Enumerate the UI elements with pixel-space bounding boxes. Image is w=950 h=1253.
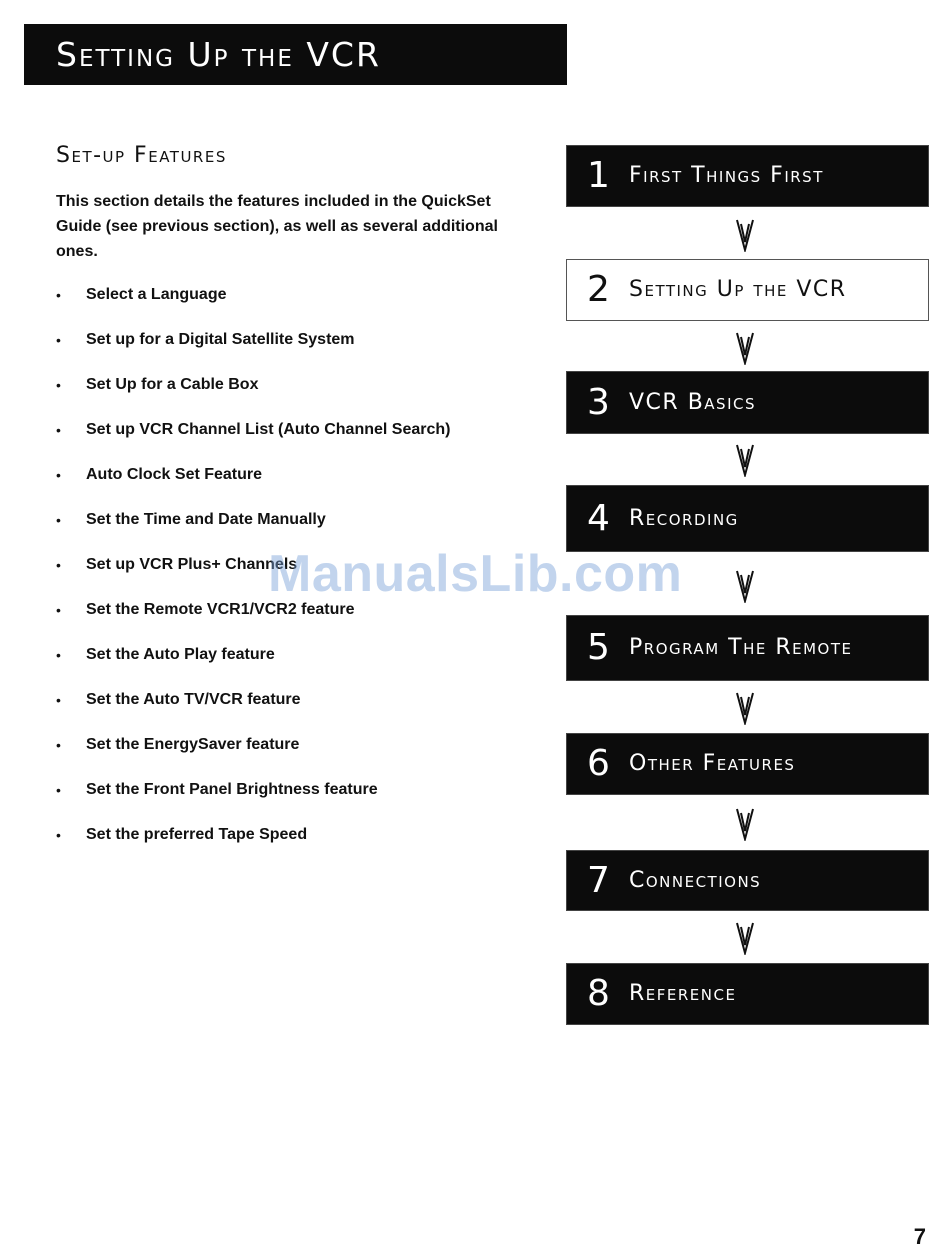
bullet-icon: •: [56, 512, 61, 528]
list-item-label: Set the Front Panel Brightness feature: [86, 781, 378, 798]
bullet-icon: •: [56, 827, 61, 843]
list-item-label: Set up VCR Plus+ Channels: [86, 556, 298, 573]
list-item-label: Set up for a Digital Satellite System: [86, 331, 355, 348]
chapter-number: 5: [587, 627, 610, 668]
list-item: [56, 643, 496, 667]
list-item: [56, 598, 496, 622]
section-intro: This section details the features included in the QuickSet Guide (see previous section), as well as several additional ones.: [56, 193, 498, 260]
bullet-icon: •: [56, 332, 61, 348]
chapter-number: 2: [587, 269, 610, 310]
chapter-label: Other Features: [629, 751, 796, 776]
chevron-down-icon: [736, 921, 754, 955]
bullet-icon: •: [56, 782, 61, 798]
chapter-label: Program The Remote: [629, 635, 853, 660]
bullet-icon: •: [56, 647, 61, 663]
list-item: [56, 463, 496, 487]
chapter-6-box[interactable]: [566, 733, 929, 795]
chevron-down-icon: [736, 569, 754, 603]
chapter-label: Connections: [629, 867, 762, 893]
bullet-icon: •: [56, 467, 61, 483]
chapter-3-box[interactable]: [566, 371, 929, 434]
bullet-icon: •: [56, 602, 61, 618]
list-item-label: Select a Language: [86, 286, 227, 303]
chapter-number: 4: [587, 497, 610, 539]
chapter-8-box[interactable]: [566, 963, 929, 1025]
list-item-label: Set the Time and Date Manually: [86, 511, 326, 528]
chapter-label: Setting Up the VCR: [629, 277, 847, 302]
list-item: [56, 688, 496, 712]
chapter-4-box[interactable]: [566, 485, 929, 552]
chapter-number: 8: [587, 973, 610, 1014]
page-title: Setting Up the VCR: [56, 35, 381, 74]
list-item: [56, 823, 496, 847]
chapter-number: 7: [587, 859, 610, 901]
bullet-icon: •: [56, 692, 61, 708]
watermark: ManualsLib.com: [268, 545, 683, 603]
chapter-label: VCR Basics: [629, 389, 756, 415]
list-item: [56, 328, 496, 352]
chevron-down-icon: [736, 443, 754, 477]
list-item-label: Set the Auto Play feature: [86, 646, 275, 663]
list-item-label: Set the Remote VCR1/VCR2 feature: [86, 601, 355, 618]
chapter-5-box[interactable]: [566, 615, 929, 681]
chevron-down-icon: [736, 331, 754, 365]
bullet-icon: •: [56, 422, 61, 438]
chapter-1-box[interactable]: [566, 145, 929, 207]
feature-list: [56, 283, 496, 868]
list-item-label: Set the EnergySaver feature: [86, 736, 300, 753]
list-item-label: Set the preferred Tape Speed: [86, 826, 308, 843]
list-item-label: Set up VCR Channel List (Auto Channel Search): [86, 421, 451, 438]
list-item-label: Auto Clock Set Feature: [86, 466, 263, 483]
bullet-icon: •: [56, 377, 61, 393]
list-item: [56, 283, 496, 307]
chevron-down-icon: [736, 691, 754, 725]
chapter-7-box[interactable]: [566, 850, 929, 911]
bullet-icon: •: [56, 287, 61, 303]
list-item: [56, 373, 496, 397]
list-item-label: Set the Auto TV/VCR feature: [86, 691, 301, 708]
bullet-icon: •: [56, 737, 61, 753]
list-item: [56, 418, 496, 442]
list-item: [56, 778, 496, 802]
page-number: 7: [913, 1224, 926, 1249]
list-item: [56, 733, 496, 757]
list-item-label: Set Up for a Cable Box: [86, 376, 259, 393]
chevron-down-icon: [736, 807, 754, 841]
chapter-label: Reference: [629, 981, 737, 1006]
chapter-label: Recording: [629, 505, 739, 531]
section-heading: Set-up Features: [56, 143, 227, 168]
chevron-down-icon: [736, 218, 754, 252]
chapter-label: First Things First: [629, 163, 824, 188]
list-item: [56, 553, 496, 577]
chapter-2-box[interactable]: [566, 259, 929, 321]
chapter-number: 1: [587, 155, 610, 196]
bullet-icon: •: [56, 557, 61, 573]
chapter-number: 6: [587, 743, 610, 784]
chapter-number: 3: [587, 381, 610, 423]
list-item: [56, 508, 496, 532]
page-title-bar: [24, 24, 567, 85]
